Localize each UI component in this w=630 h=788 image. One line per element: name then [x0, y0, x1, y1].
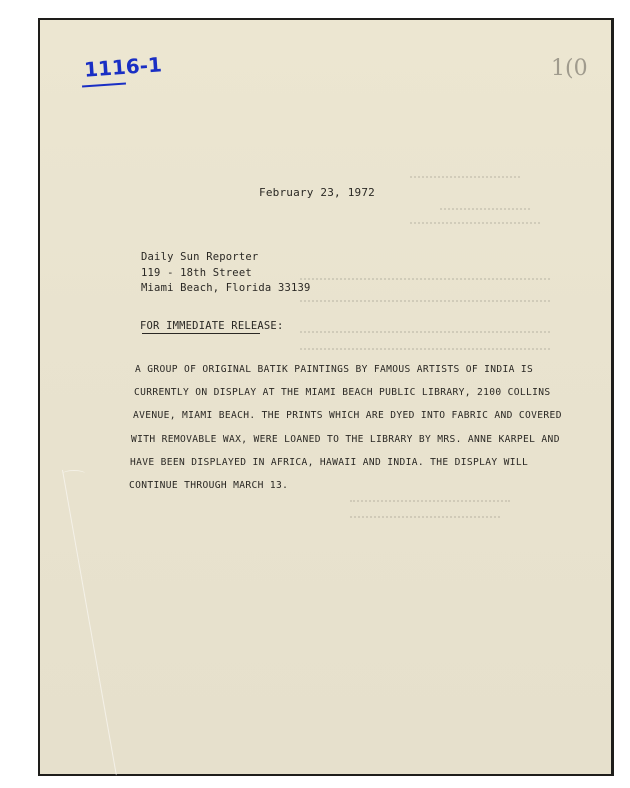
archive-number-annotation: 1116-1 — [83, 52, 163, 82]
bleed-through-mark — [350, 492, 510, 502]
recipient-street: 119 - 18th Street — [141, 267, 252, 279]
body-line: CURRENTLY ON DISPLAY AT THE MIAMI BEACH PUBLIC LIBRARY, 2100 COLLINS — [134, 387, 551, 398]
recipient-city: Miami Beach, Florida 33139 — [141, 282, 311, 294]
bleed-through-mark — [410, 168, 520, 178]
bleed-through-mark — [300, 270, 550, 280]
body-line: HAVE BEEN DISPLAYED IN AFRICA, HAWAII AND INDIA. THE DISPLAY WILL — [130, 457, 529, 468]
bleed-through-mark — [440, 200, 530, 210]
release-heading-underline — [142, 333, 260, 334]
recipient-name: Daily Sun Reporter — [141, 251, 259, 263]
bleed-through-mark — [300, 340, 550, 350]
bleed-through-mark — [410, 214, 540, 224]
bleed-through-mark — [300, 323, 550, 333]
corner-mark: 1(0 — [551, 56, 588, 81]
letter-date: February 23, 1972 — [259, 186, 375, 199]
bleed-through-mark — [300, 292, 550, 302]
release-heading: FOR IMMEDIATE RELEASE: — [140, 320, 284, 332]
body-line: WITH REMOVABLE WAX, WERE LOANED TO THE LIBRARY BY MRS. ANNE KARPEL AND — [131, 434, 560, 445]
body-line: CONTINUE THROUGH MARCH 13. — [129, 480, 289, 491]
bleed-through-mark — [350, 508, 500, 518]
body-line: AVENUE, MIAMI BEACH. THE PRINTS WHICH ARE DYED INTO FABRIC AND COVERED — [133, 410, 562, 421]
body-line: A GROUP OF ORIGINAL BATIK PAINTINGS BY FAMOUS ARTISTS OF INDIA IS — [135, 364, 534, 375]
paper-crease — [63, 470, 85, 477]
